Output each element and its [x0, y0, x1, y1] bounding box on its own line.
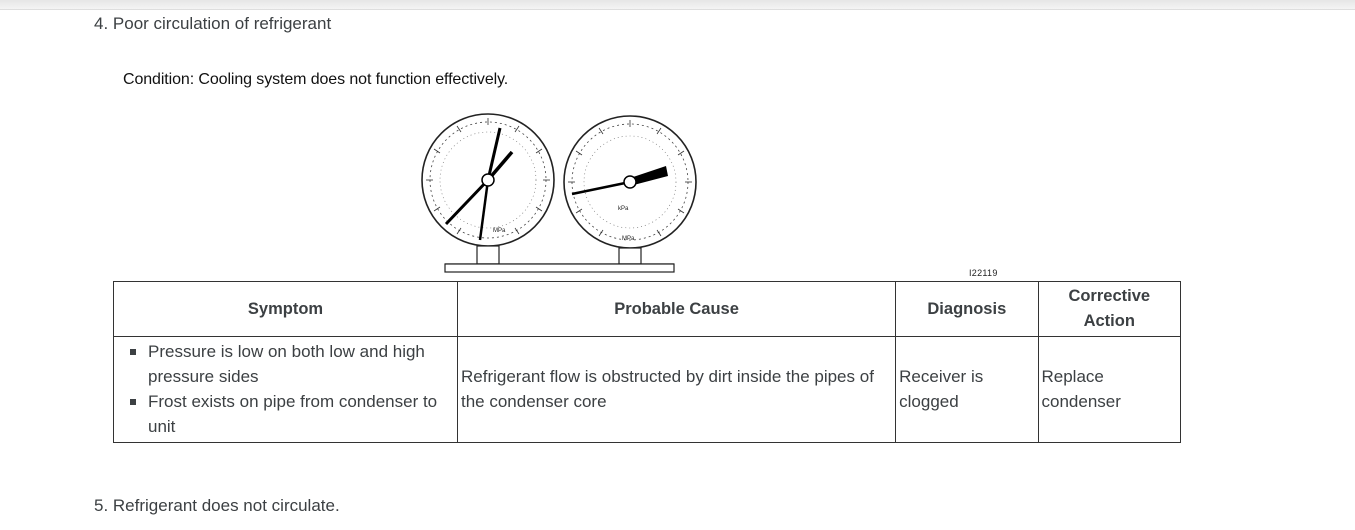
table-header-row [114, 282, 1181, 337]
probable-cause-cell: Refrigerant flow is obstructed by dirt inside the pipes of the condenser core [457, 337, 895, 443]
gauge-unit-text: MPa [493, 228, 506, 234]
figure-id-label: I22119 [969, 268, 998, 278]
symptom-item: Frost exists on pipe from condenser to unit [148, 389, 455, 439]
diagnosis-table [113, 281, 1181, 443]
top-toolbar-edge [0, 0, 1355, 10]
section-heading-5: 5. Refrigerant does not circulate. [94, 496, 340, 515]
corrective-action-cell: Replace condenser [1038, 337, 1181, 443]
low-pressure-gauge [422, 114, 554, 246]
diagnosis-cell: Receiver is clogged [896, 337, 1038, 443]
gauge-unit-text: kPa [618, 206, 629, 212]
condition-text: Condition: Cooling system does not function effectively. [123, 71, 509, 88]
symptom-item: Pressure is low on both low and high pressure sides [148, 339, 455, 389]
symptom-list [117, 339, 455, 439]
header-corrective-action-line1: Corrective [1068, 287, 1151, 305]
section-heading-4: 4. Poor circulation of refrigerant [94, 14, 332, 33]
gauge-manifold-figure [418, 108, 708, 278]
gauge-unit-text: MPa [622, 236, 635, 242]
header-diagnosis: Diagnosis [896, 282, 1038, 337]
header-symptom: Symptom [114, 282, 458, 337]
symptom-cell [114, 337, 458, 443]
header-probable-cause: Probable Cause [457, 282, 895, 337]
table-row [114, 337, 1181, 443]
manifold-block [445, 246, 674, 272]
high-pressure-gauge [564, 116, 696, 248]
header-corrective-action-line2: Action [1083, 312, 1135, 330]
header-corrective-action [1038, 282, 1181, 337]
